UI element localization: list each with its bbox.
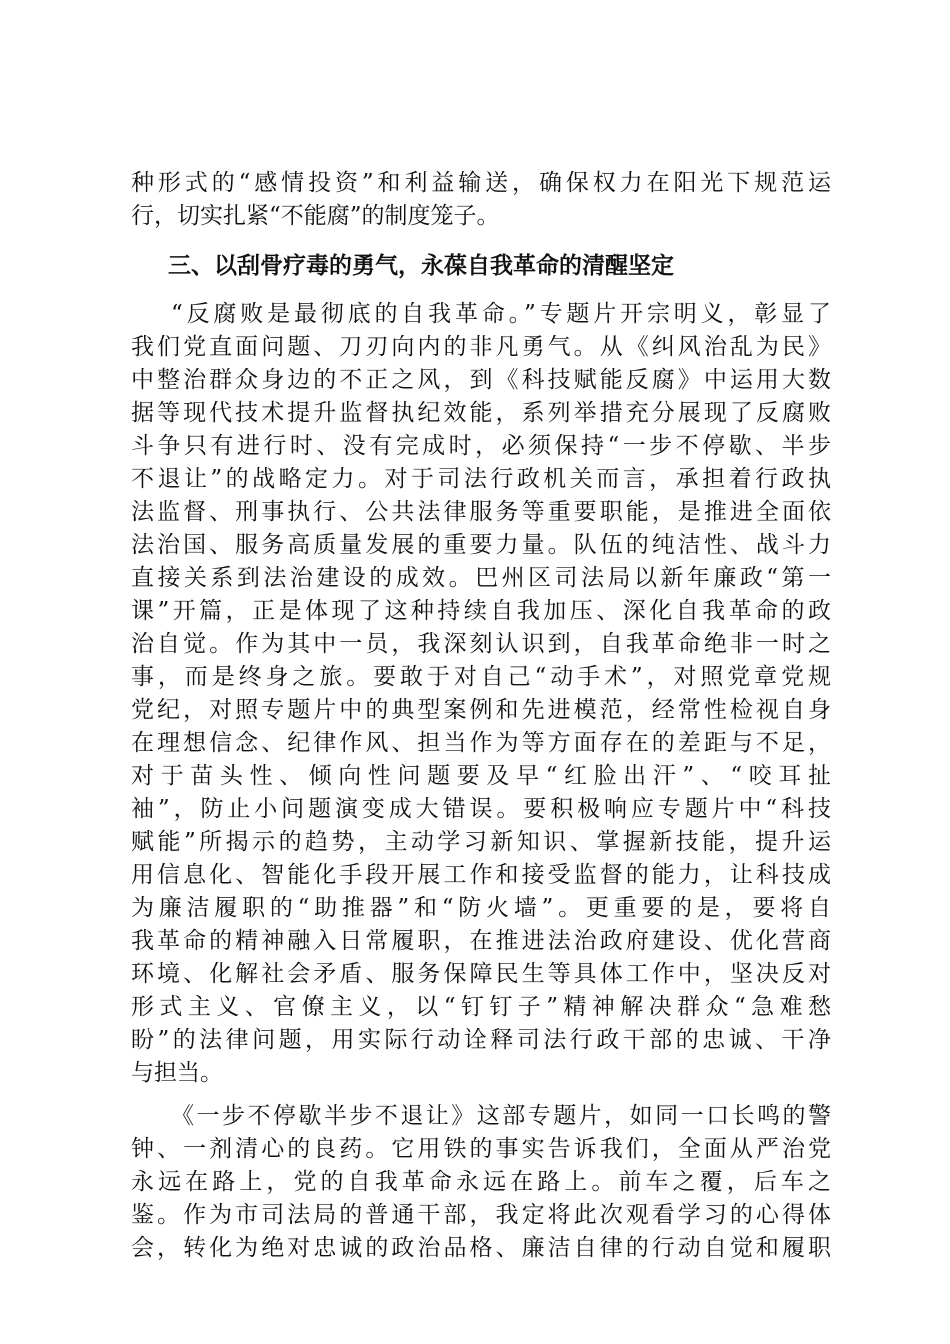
paragraph-line: 课”开篇，正是体现了这种持续自我加压、深化自我革命的政 xyxy=(131,598,831,624)
section-heading: 三、以刮骨疗毒的勇气，永葆自我革命的清醒坚定 xyxy=(168,252,674,279)
paragraph-line: 会，转化为绝对忠诚的政治品格、廉洁自律的行动自觉和履职 xyxy=(131,1235,831,1261)
paragraph-line: 种形式的“感情投资”和利益输送，确保权力在阳光下规范运 xyxy=(131,170,831,196)
paragraph-line: 在理想信念、纪律作风、担当作为等方面存在的差距与不足， xyxy=(131,730,831,756)
paragraph-line: 鉴。作为市司法局的普通干部，我定将此次观看学习的心得体 xyxy=(131,1202,831,1228)
paragraph-line: 袖”，防止小问题演变成大错误。要积极响应专题片中“科技 xyxy=(131,796,831,822)
paragraph-line: 环境、化解社会矛盾、服务保障民生等具体工作中，坚决反对 xyxy=(131,961,831,987)
paragraph-line: 法治国、服务高质量发展的重要力量。队伍的纯洁性、战斗力 xyxy=(131,532,831,558)
paragraph-line: “反腐败是最彻底的自我革命。”专题片开宗明义，彰显了 xyxy=(171,301,831,327)
paragraph-line: 事，而是终身之旅。要敢于对自己“动手术”，对照党章党规 xyxy=(131,664,831,690)
paragraph-main xyxy=(131,298,831,1090)
paragraph-line: 赋能”所揭示的趋势，主动学习新知识、掌握新技能，提升运 xyxy=(131,829,831,855)
paragraph-line: 对于苗头性、倾向性问题要及早“红脸出汗”、“咬耳扯 xyxy=(131,763,831,789)
paragraph-line: 盼”的法律问题，用实际行动诠释司法行政干部的忠诚、干净 xyxy=(131,1027,831,1053)
paragraph-line: 斗争只有进行时、没有完成时，必须保持“一步不停歇、半步 xyxy=(131,433,831,459)
paragraph-line: 行，切实扎紧“不能腐”的制度笼子。 xyxy=(131,203,500,229)
paragraph-line: 我革命的精神融入日常履职，在推进法治政府建设、优化营商 xyxy=(131,928,831,954)
paragraph-line: 用信息化、智能化手段开展工作和接受监督的能力，让科技成 xyxy=(131,862,831,888)
paragraph-line: 法监督、刑事执行、公共法律服务等重要职能，是推进全面依 xyxy=(131,499,831,525)
paragraph-top xyxy=(131,167,831,233)
paragraph-bottom xyxy=(131,1100,831,1265)
paragraph-line: 钟、一剂清心的良药。它用铁的事实告诉我们，全面从严治党 xyxy=(131,1136,831,1162)
paragraph-line: 直接关系到法治建设的成效。巴州区司法局以新年廉政“第一 xyxy=(131,565,831,591)
paragraph-line: 不退让”的战略定力。对于司法行政机关而言，承担着行政执 xyxy=(131,466,831,492)
paragraph-line: 据等现代技术提升监督执纪效能，系列举措充分展现了反腐败 xyxy=(131,400,831,426)
paragraph-line: 党纪，对照专题片中的典型案例和先进模范，经常性检视自身 xyxy=(131,697,831,723)
paragraph-line: 永远在路上，党的自我革命永远在路上。前车之覆，后车之 xyxy=(131,1169,831,1195)
paragraph-line: 《一步不停歇半步不退让》这部专题片，如同一口长鸣的警 xyxy=(171,1103,831,1129)
paragraph-line: 与担当。 xyxy=(131,1060,223,1086)
paragraph-line: 我们党直面问题、刀刃向内的非凡勇气。从《纠风治乱为民》 xyxy=(131,334,831,360)
paragraph-line: 治自觉。作为其中一员，我深刻认识到，自我革命绝非一时之 xyxy=(131,631,831,657)
paragraph-line: 为廉洁履职的“助推器”和“防火墙”。更重要的是，要将自 xyxy=(131,895,831,921)
paragraph-line: 形式主义、官僚主义，以“钉钉子”精神解决群众“急难愁 xyxy=(131,994,831,1020)
paragraph-line: 中整治群众身边的不正之风，到《科技赋能反腐》中运用大数 xyxy=(131,367,831,393)
